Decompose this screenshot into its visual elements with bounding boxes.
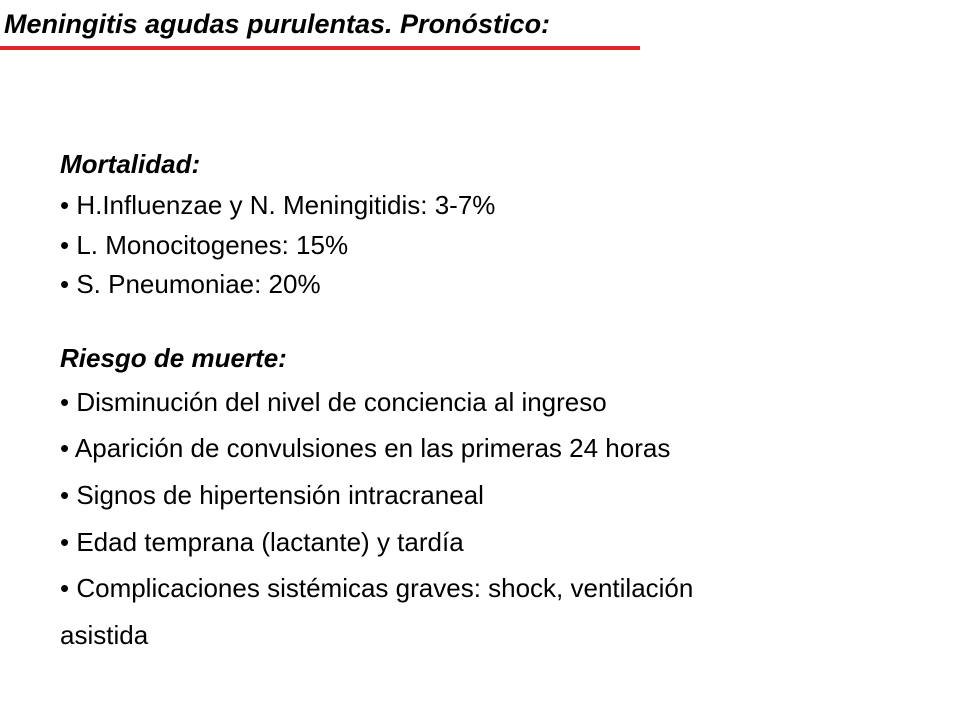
risk-item: • Disminución del nivel de conciencia al ingreso (60, 387, 607, 417)
risk-item: • Aparición de convulsiones en las primeras 24 horas (60, 433, 671, 463)
mortality-item: • H.Influenzae y N. Meningitidis: 3-7% (60, 190, 496, 220)
risk-item: • Edad temprana (lactante) y tardía (60, 527, 464, 557)
title-underline (0, 46, 640, 50)
risk-item: • Signos de hipertensión intracraneal (60, 480, 484, 510)
risk-heading: Riesgo de muerte: (60, 343, 287, 373)
slide-title: Meningitis agudas purulentas. Pronóstico: (4, 9, 551, 39)
mortality-item: • L. Monocitogenes: 15% (60, 230, 349, 260)
risk-item: • Complicaciones sistémicas graves: shock, ventilación (60, 573, 694, 603)
mortality-heading: Mortalidad: (60, 149, 201, 179)
mortality-item: • S. Pneumoniae: 20% (60, 269, 321, 299)
risk-item-continuation: asistida (60, 620, 149, 650)
